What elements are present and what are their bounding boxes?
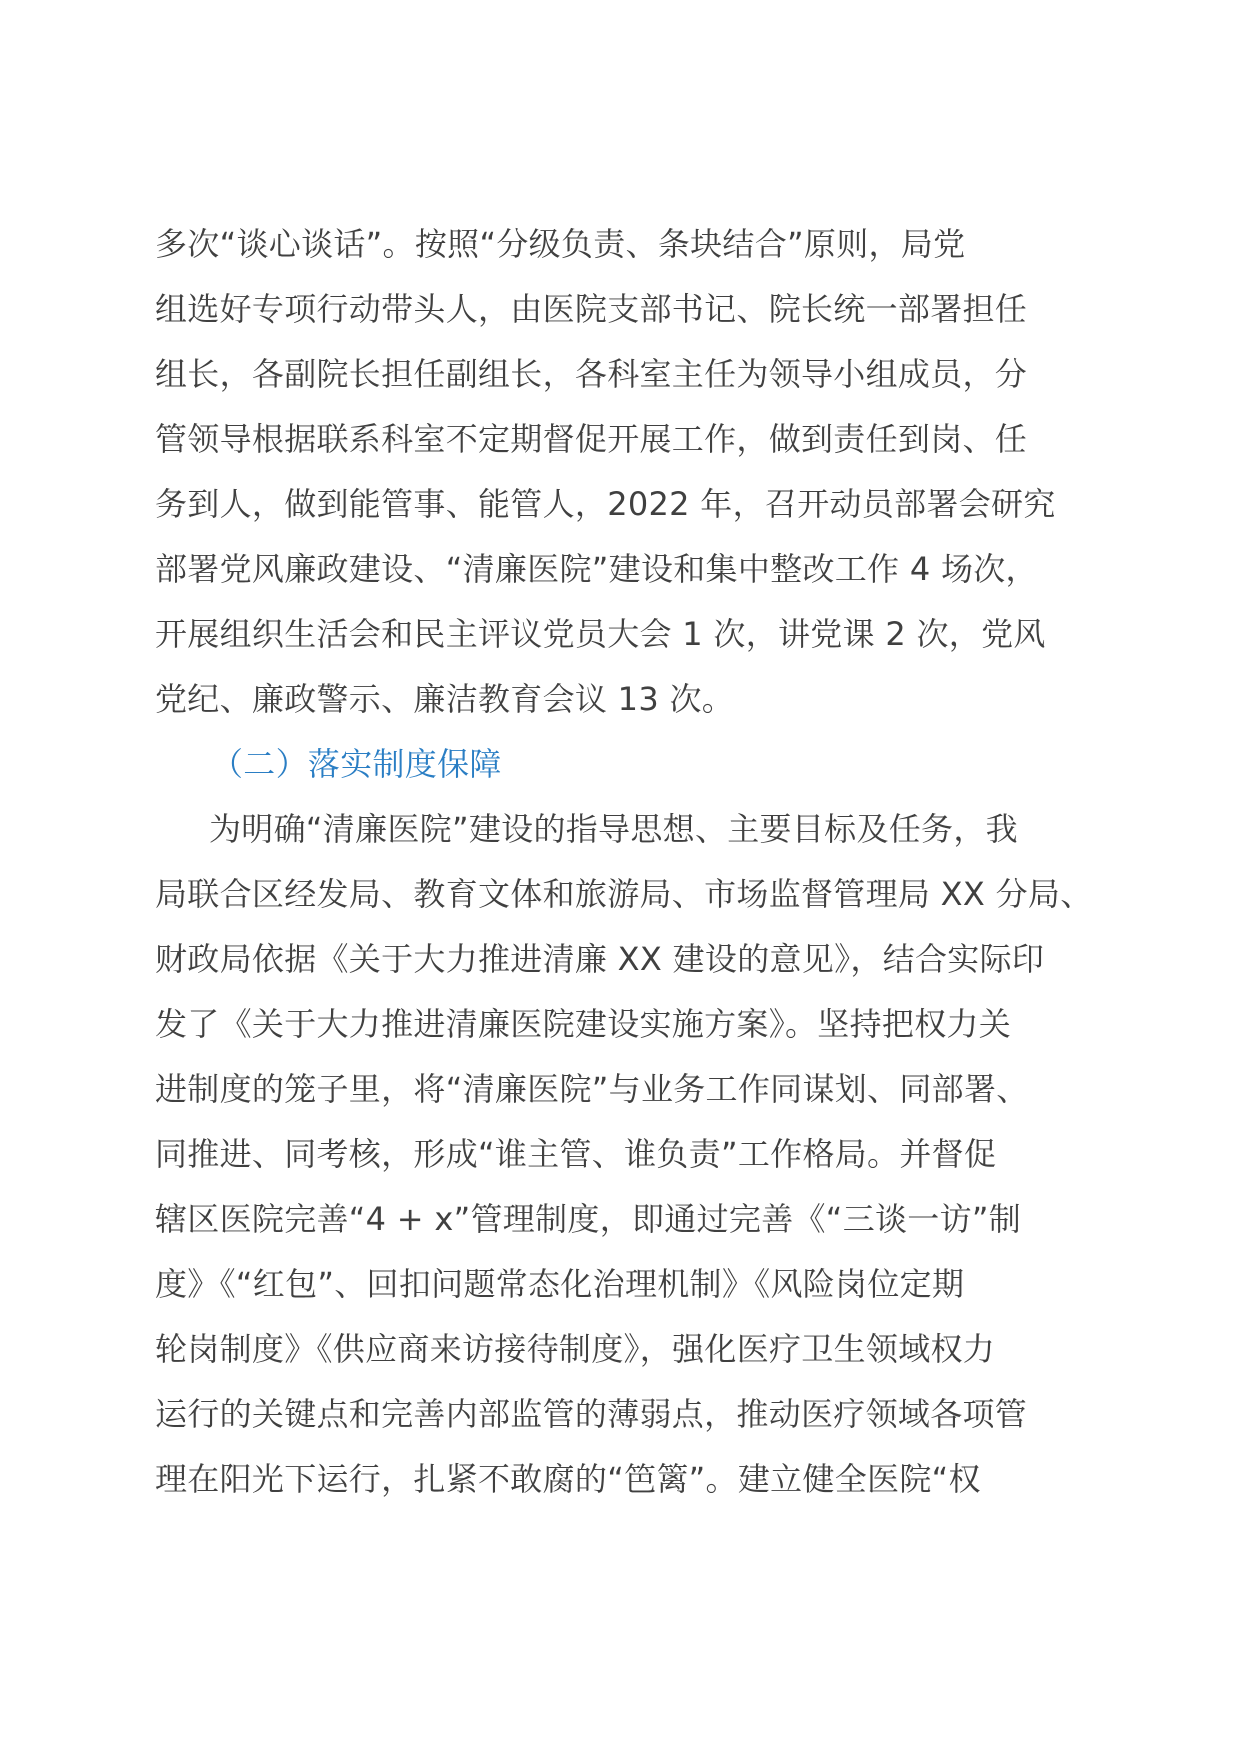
paragraph2-line: 理在阳光下运行，扎紧不敢腐的“笆篱”。建立健全医院“权 (155, 1460, 981, 1498)
paragraph2-line: 度》《“红包”、回扣问题常态化治理机制》《风险岗位定期 (155, 1265, 965, 1303)
paragraph2-line: 发了《关于大力推进清廉医院建设实施方案》。坚持把权力关 (155, 1005, 1012, 1043)
paragraph1-line: 部署党风廉政建设、“清廉医院”建设和集中整改工作 4 场次， (155, 550, 1038, 588)
paragraph1-line: 管领导根据联系科室不定期督促开展工作，做到责任到岗、任 (155, 420, 1028, 458)
paragraph2-line: 轮岗制度》《供应商来访接待制度》，强化医疗卫生领域权力 (155, 1330, 996, 1368)
paragraph2-line: 局联合区经发局、教育文体和旅游局、市场监督管理局 XX 分局、 (155, 875, 1093, 913)
section-heading: （二）落实制度保障 (211, 745, 502, 783)
paragraph1-line: 党纪、廉政警示、廉洁教育会议 13 次。 (155, 680, 735, 718)
paragraph1-line: 组长，各副院长担任副组长，各科室主任为领导小组成员，分 (155, 355, 1028, 393)
paragraph2-line: 运行的关键点和完善内部监管的薄弱点，推动医疗领域各项管 (155, 1395, 1028, 1433)
paragraph2-line: 同推进、同考核，形成“谁主管、谁负责”工作格局。并督促 (155, 1135, 997, 1173)
paragraph2-line: 为明确“清廉医院”建设的指导思想、主要目标及任务，我 (209, 810, 1018, 848)
paragraph1-line: 务到人，做到能管事、能管人，2022 年，召开动员部署会研究 (155, 485, 1056, 523)
document-body (155, 212, 1115, 1512)
paragraph1-line: 多次“谈心谈话”。按照“分级负责、条块结合”原则，局党 (155, 225, 966, 263)
paragraph2-line: 辖区医院完善“4 + x”管理制度，即通过完善《“三谈一访”制 (155, 1200, 1022, 1238)
paragraph1-line: 开展组织生活会和民主评议党员大会 1 次，讲党课 2 次，党风 (155, 615, 1046, 653)
paragraph2-line: 财政局依据《关于大力推进清廉 XX 建设的意见》，结合实际印 (155, 940, 1045, 978)
paragraph1-line: 组选好专项行动带头人，由医院支部书记、院长统一部署担任 (155, 290, 1028, 328)
paragraph2-line: 进制度的笼子里，将“清廉医院”与业务工作同谋划、同部署、 (155, 1070, 1029, 1108)
